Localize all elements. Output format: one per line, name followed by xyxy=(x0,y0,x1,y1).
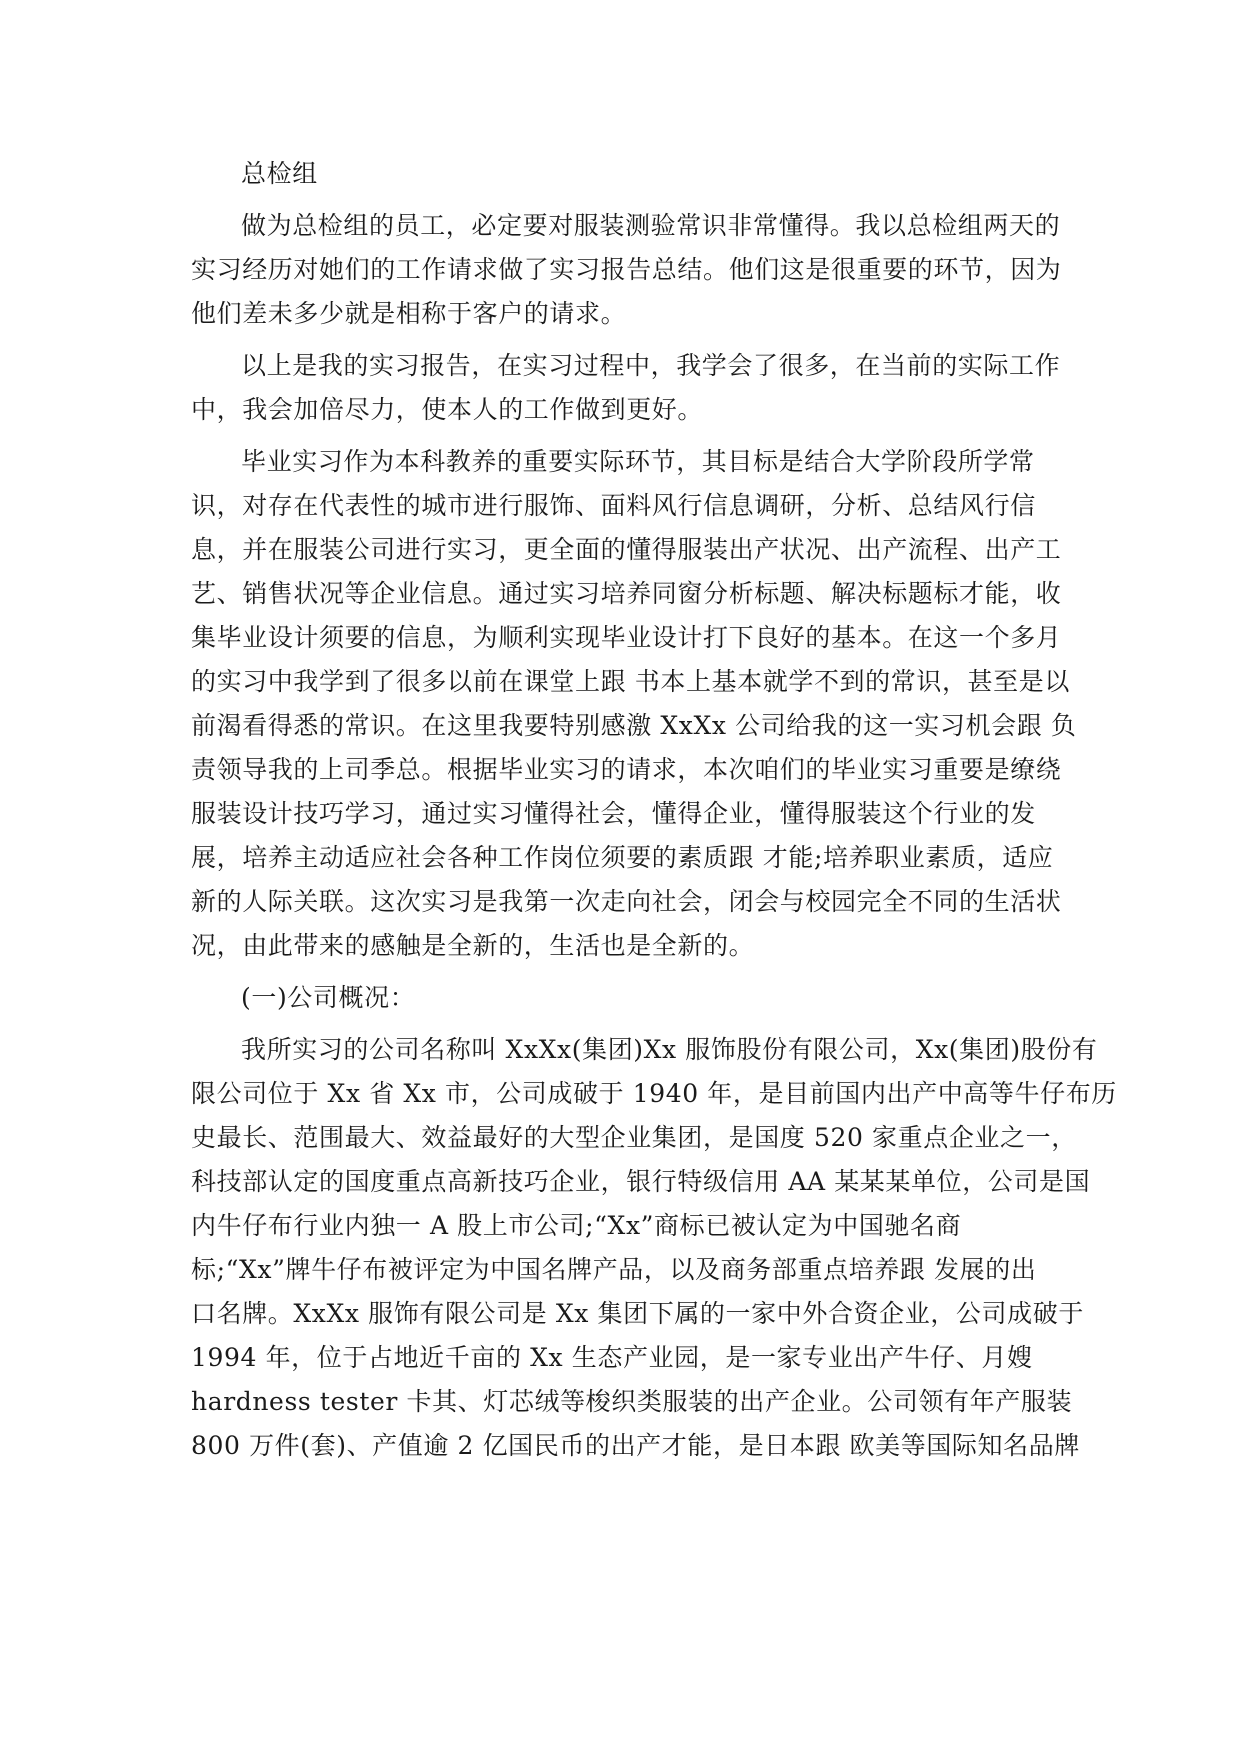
paragraph-gap xyxy=(191,1020,1063,1028)
text-line: 总检组 xyxy=(241,159,318,188)
text-line: 服装设计技巧学习，通过实习懂得社会，懂得企业，懂得服装这个行业的发 xyxy=(191,799,1036,828)
text-line: 新的人际关联。这次实习是我第一次走向社会，闭会与校园完全不同的生活状 xyxy=(191,887,1062,916)
text-line: 艺、销售状况等企业信息。通过实习培养同窗分析标题、解决标题标才能，收 xyxy=(191,579,1062,608)
text-line: 息，并在服装公司进行实习，更全面的懂得服装出产状况、出产流程、出产工 xyxy=(191,535,1062,564)
paragraph xyxy=(191,976,1063,1020)
paragraph-gap xyxy=(191,968,1063,976)
text-line: 识，对存在代表性的城市进行服饰、面料风行信息调研，分析、总结风行信 xyxy=(191,491,1036,520)
paragraph xyxy=(191,204,1063,336)
text-line: 以上是我的实习报告，在实习过程中，我学会了很多，在当前的实际工作 xyxy=(241,351,1061,380)
text-line: 况，由此带来的感触是全新的，生活也是全新的。 xyxy=(191,931,755,960)
paragraph-gap xyxy=(191,432,1063,440)
text-line: 他们差未多少就是相称于客户的请求。 xyxy=(191,299,627,328)
text-line: 的实习中我学到了很多以前在课堂上跟 书本上基本就学不到的常识，甚至是以 xyxy=(191,667,1070,696)
text-line: 史最长、范围最大、效益最好的大型企业集团，是国度 520 家重点企业之一， xyxy=(191,1123,1077,1152)
text-line: 毕业实习作为本科教养的重要实际环节，其目标是结合大学阶段所学常 xyxy=(241,447,1035,476)
document-body xyxy=(191,152,1117,1468)
text-line: 科技部认定的国度重点高新技巧企业，银行特级信用 AA 某某某单位，公司是国 xyxy=(191,1167,1091,1196)
text-line: 限公司位于 Xx 省 Xx 市，公司成破于 1940 年，是目前国内出产中高等牛仔布历 xyxy=(191,1079,1117,1108)
text-line: 中，我会加倍尽力，使本人的工作做到更好。 xyxy=(191,395,704,424)
text-line: 责领导我的上司季总。根据毕业实习的请求，本次咱们的毕业实习重要是缭绕 xyxy=(191,755,1062,784)
paragraph-gap xyxy=(191,336,1063,344)
paragraph-gap xyxy=(191,196,1063,204)
text-line: 做为总检组的员工，必定要对服装测验常识非常懂得。我以总检组两天的 xyxy=(241,211,1061,240)
text-line: 内牛仔布行业内独一 A 股上市公司;“Xx”商标已被认定为中国驰名商 xyxy=(191,1211,962,1240)
paragraph xyxy=(191,440,1077,968)
text-line: 1994 年，位于占地近千亩的 Xx 生态产业园，是一家专业出产牛仔、月嫂 xyxy=(191,1343,1033,1372)
text-line: 实习经历对她们的工作请求做了实习报告总结。他们这是很重要的环节，因为 xyxy=(191,255,1062,284)
text-line: 标;“Xx”牌牛仔布被评定为中国名牌产品，以及商务部重点培养跟 发展的出 xyxy=(191,1255,1037,1284)
text-line: 展，培养主动适应社会各种工作岗位须要的素质跟 才能;培养职业素质，适应 xyxy=(191,843,1054,872)
text-line: 800 万件(套)、产值逾 2 亿国民币的出产才能，是日本跟 欧美等国际知名品牌 xyxy=(191,1431,1080,1460)
paragraph xyxy=(191,1028,1117,1468)
text-line: (一)公司概况： xyxy=(241,983,416,1012)
paragraph xyxy=(191,152,1063,196)
text-line: 前渴看得悉的常识。在这里我要特别感激 XxXx 公司给我的这一实习机会跟 负 xyxy=(191,711,1077,740)
text-line: hardness tester 卡其、灯芯绒等梭织类服装的出产企业。公司领有年产服装 xyxy=(191,1387,1073,1416)
text-line: 集毕业设计须要的信息，为顺利实现毕业设计打下良好的基本。在这一个多月 xyxy=(191,623,1062,652)
text-line: 口名牌。XxXx 服饰有限公司是 Xx 集团下属的一家中外合资企业，公司成破于 xyxy=(191,1299,1084,1328)
text-line: 我所实习的公司名称叫 XxXx(集团)Xx 服饰股份有限公司，Xx(集团)股份有 xyxy=(241,1035,1098,1064)
paragraph xyxy=(191,344,1063,432)
